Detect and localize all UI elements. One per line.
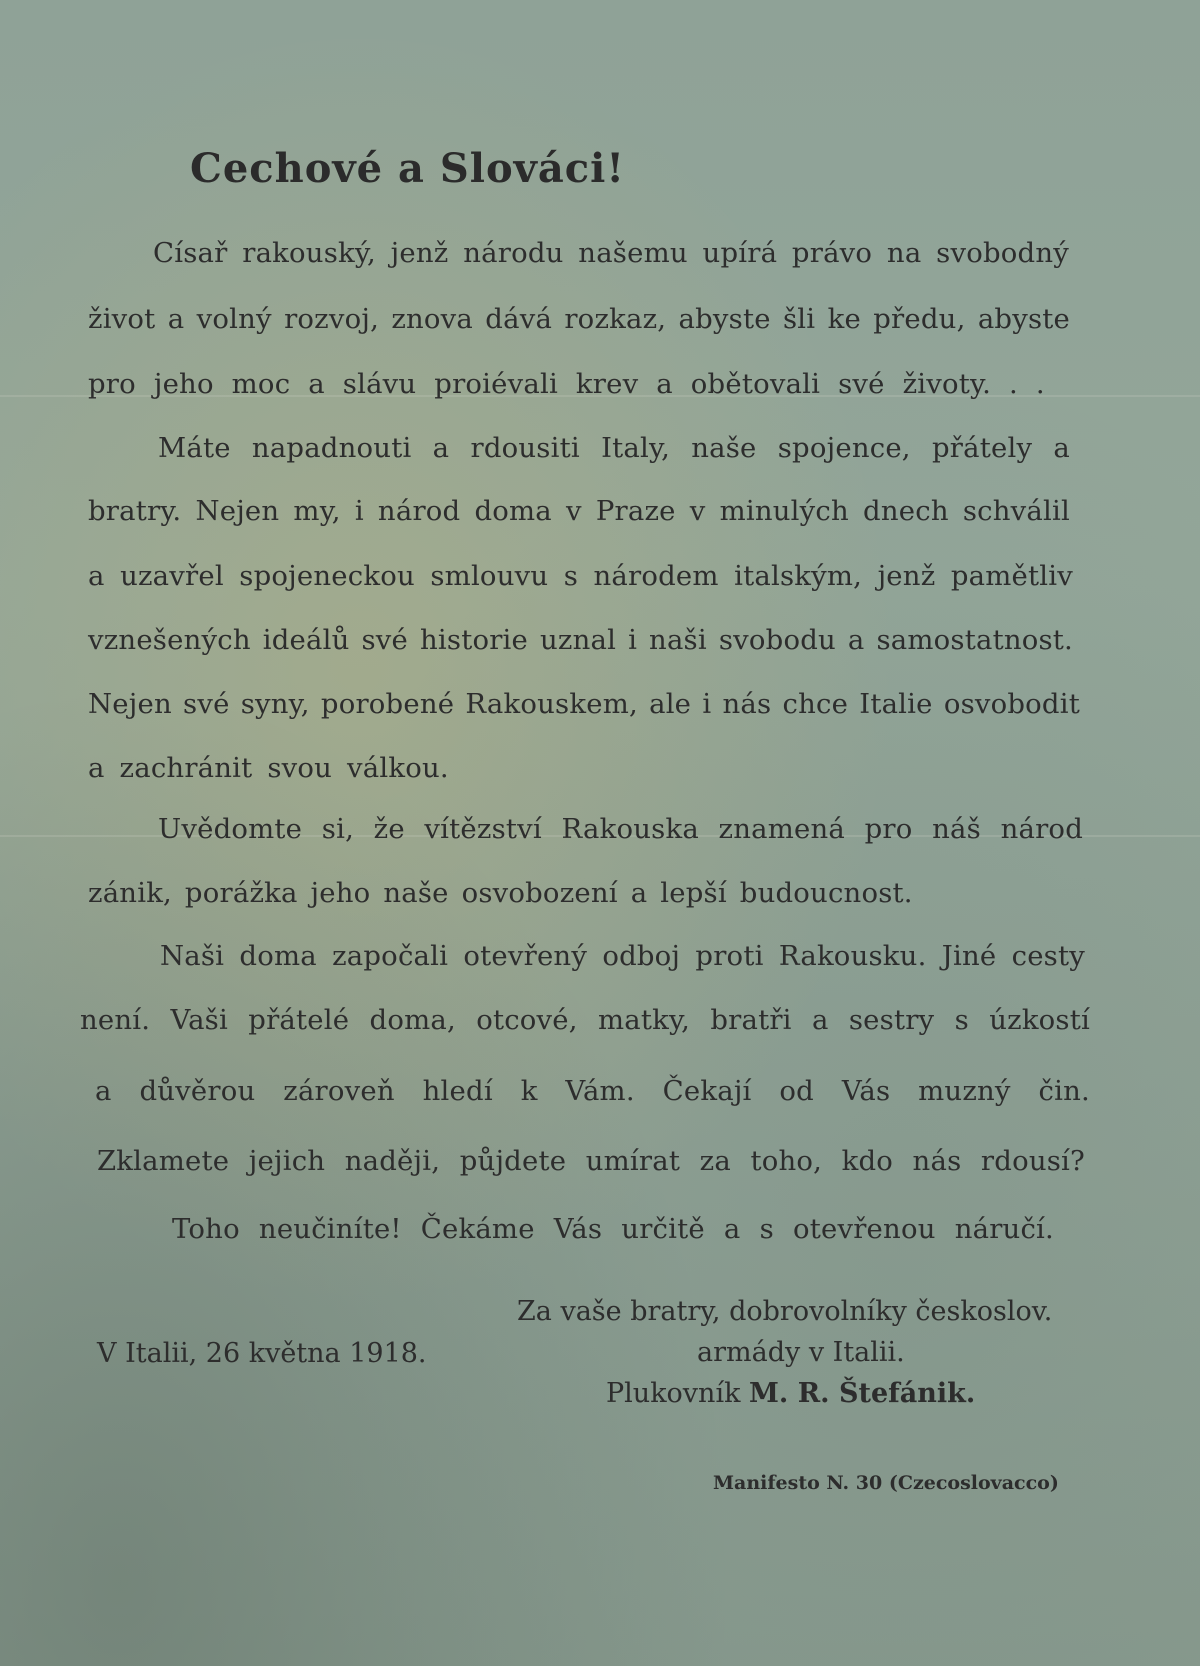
text-line: a uzavřel spojeneckou smlouvu s národem italským, jenž pamětliv xyxy=(88,560,1073,592)
text-line: zánik, porážka jeho naše osvobození a lepší budoucnost. xyxy=(88,877,913,909)
text-line: a zachránit svou válkou. xyxy=(88,752,449,784)
text-line: bratry. Nejen my, i národ doma v Praze v minulých dnech schválil xyxy=(88,495,1070,527)
text-line: není. Vaši přátelé doma, otcové, matky, bratři a sestry s úzkostí xyxy=(80,1004,1090,1036)
text-line: život a volný rozvoj, znova dává rozkaz, abyste šli ke předu, abyste xyxy=(88,303,1070,335)
signature-line-1: Za vaše bratry, dobrovolníky českoslov. xyxy=(517,1296,1053,1327)
text-line: a důvěrou zároveň hledí k Vám. Čekají od Vás muzný čin. xyxy=(95,1075,1090,1107)
text-line: Nejen své syny, porobené Rakouskem, ale i nás chce Italie osvobodit xyxy=(88,688,1080,720)
text-line: vznešených ideálů své historie uznal i naši svobodu a samostatnost. xyxy=(88,624,1073,656)
signature-line-2: armády v Italii. xyxy=(697,1337,905,1368)
manifesto-number: Manifesto N. 30 (Czecoslovacco) xyxy=(713,1472,1059,1494)
signature-name: M. R. Štefánik. xyxy=(749,1378,976,1409)
text-line: Zklamete jejich naději, půjdete umírat za toho, kdo nás rdousí? xyxy=(97,1145,1085,1177)
text-line: Naši doma započali otevřený odboj proti Rakousku. Jiné cesty xyxy=(160,940,1085,972)
date-line: V Italii, 26 května 1918. xyxy=(97,1338,427,1369)
text-line: Císař rakouský, jenž národu našemu upírá právo na svobodný xyxy=(153,237,1069,269)
text-line: Máte napadnouti a rdousiti Italy, naše spojence, přátely a xyxy=(158,432,1070,464)
signature-rank: Plukovník xyxy=(606,1378,741,1409)
text-line: Toho neučiníte! Čekáme Vás určitě a s otevřenou náručí. xyxy=(172,1213,1054,1245)
signature-line-3 xyxy=(606,1378,975,1409)
text-line: pro jeho moc a slávu proiévali krev a obětovali své životy. . . xyxy=(88,368,1045,400)
text-line: Uvědomte si, že vítězství Rakouska znamená pro náš národ xyxy=(158,813,1083,845)
document-title: Cechové a Slováci! xyxy=(190,145,625,192)
